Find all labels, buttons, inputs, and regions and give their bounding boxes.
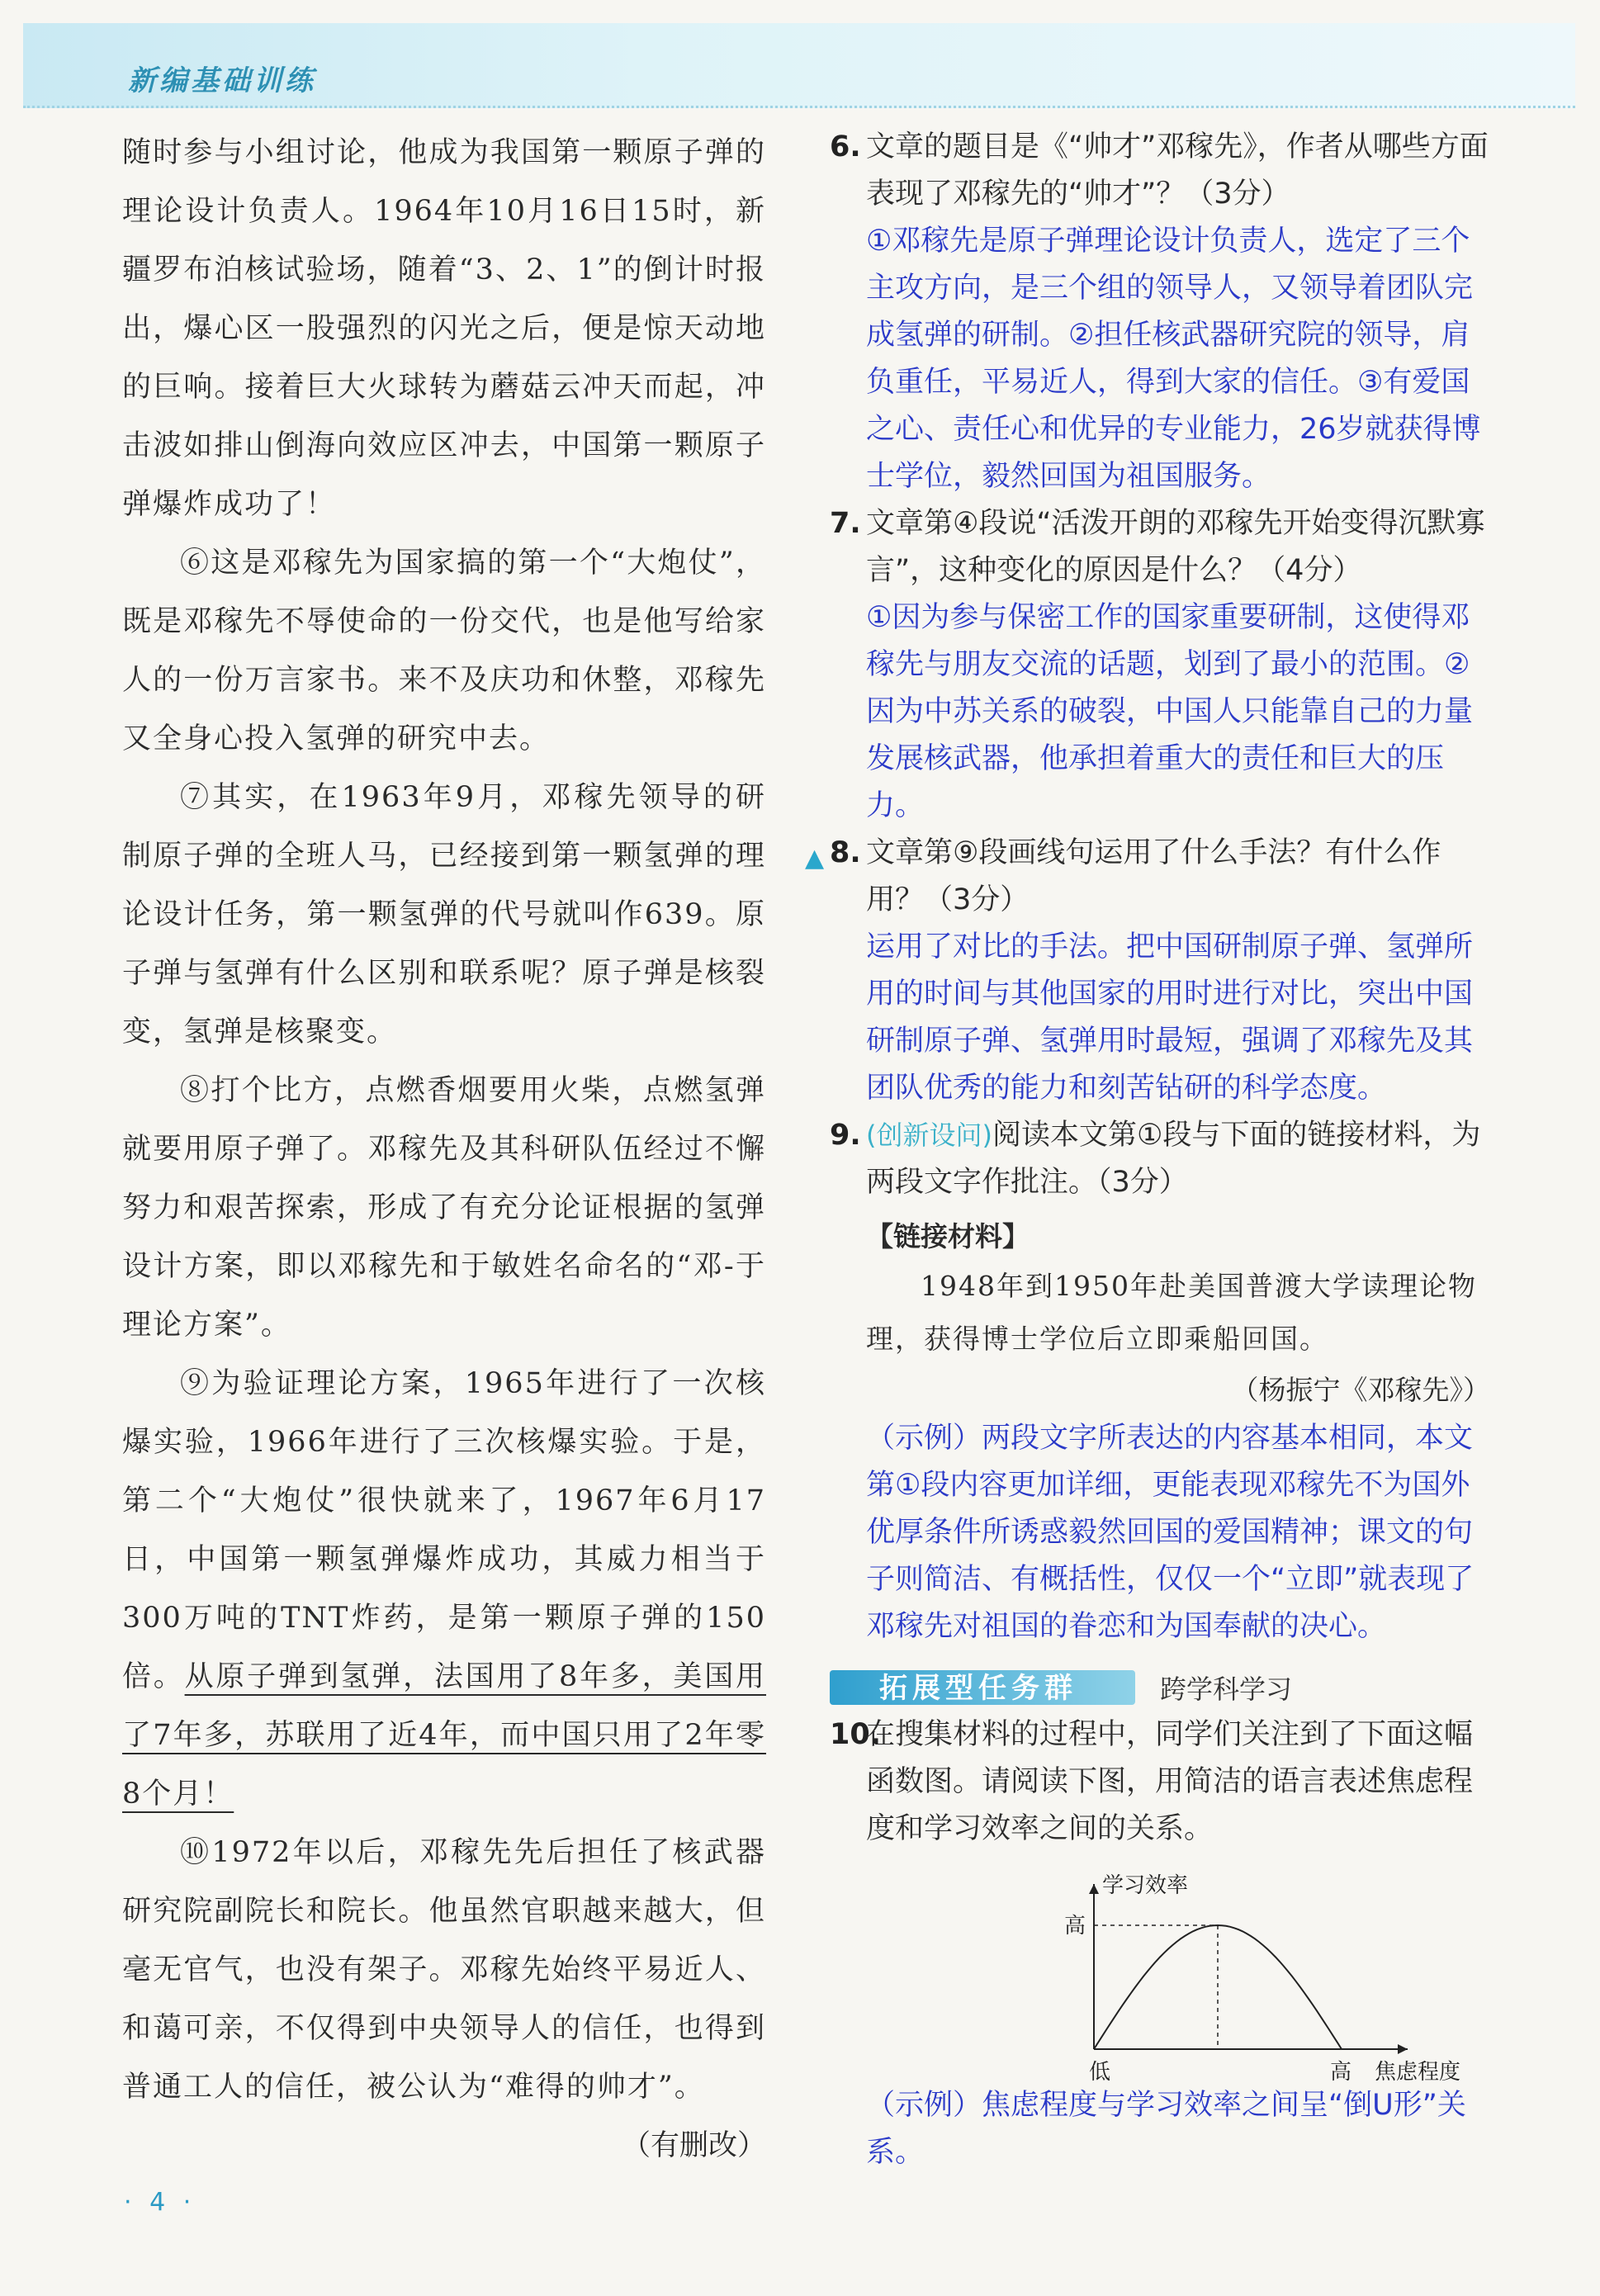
question-7 — [830, 500, 1490, 594]
x-tick-label-high: 高 — [1330, 2060, 1352, 2082]
section-header — [830, 1659, 1490, 1711]
answer-6: ①邓稼先是原子弹理论设计负责人，选定了三个主攻方向，是三个组的领导人，又领导着团队完成氢弹的研制。②担任核武器研究院的领导，肩负重任，平易近人，得到大家的信任。③有爱国之心、责任心和优异的专业能力，26岁就获得博士学位，毅然回国为祖国服务。 — [866, 225, 1481, 493]
question-8-text: 文章第⑨段画线句运用了什么手法？有什么作用？（3分） — [866, 836, 1441, 916]
answer-8: 运用了对比的手法。把中国研制原子弹、氢弹所用的时间与其他国家的用时进行对比，突出中国研制原子弹、氢弹用时最短，强调了邓稼先及其团队优秀的能力和刻苦钻研的科学态度。 — [866, 930, 1474, 1105]
questions-column — [805, 124, 1490, 2176]
paragraph-10: ⑩1972年以后，邓稼先先后担任了核武器研究院副院长和院长。他虽然官职越来越大，但毫无官气，也没有架子。邓稼先始终平易近人、和蔼可亲，不仅得到中央领导人的信任，也得到普通工人的信任，被公认为“难得的帅才”。 — [122, 1836, 766, 2104]
paragraph-7: ⑦其实，在1963年9月，邓稼先领导的研制原子弹的全班人马，已经接到第一颗氢弹的理论设计任务，第一颗氢弹的代号就叫作639。原子弹与氢弹有什么区别和联系呢？原子弹是核裂变，氢弹是核聚变。 — [122, 781, 766, 1049]
answer-9: （示例）两段文字所表达的内容基本相同，本文第①段内容更加详细，更能表现邓稼先不为国外优厚条件所诱惑毅然回国的爱国精神；课文的句子则简洁、有概括性，仅仅一个“立即”就表现了邓稼先对祖国的眷恋和为国奉献的决心。 — [866, 1422, 1475, 1643]
underlined-sentence: 从原子弹到氢弹，法国用了8年多，美国用了7年多，苏联用了近4年，而中国只用了2年零8个月！ — [122, 1660, 766, 1811]
answer-10: （示例）焦虑程度与学习效率之间呈“倒U形”关系。 — [866, 2089, 1466, 2169]
question-7-number: 7. — [830, 507, 861, 540]
x-axis-label: 焦虑程度 — [1375, 2060, 1461, 2082]
paragraph-continued: 随时参与小组讨论，他成为我国第一颗原子弹的理论设计负责人。1964年10月16日15时，新疆罗布泊核试验场，随着“3、2、1”的倒计时报出，爆心区一股强烈的闪光之后，便是惊天动地的巨响。接着巨大火球转为蘑菇云冲天而起，冲击波如排山倒海向效应区冲去，中国第一颗原子弹爆炸成功了！ — [122, 136, 766, 521]
section-subtitle: 跨学科学习 — [1160, 1673, 1293, 1705]
link-material-source: （杨振宁《邓稼先》） — [1231, 1374, 1490, 1406]
y-axis-label: 学习效率 — [1102, 1873, 1189, 1898]
page-number: · 4 · — [124, 2188, 196, 2217]
question-6-number: 6. — [830, 130, 861, 163]
question-10-number: 10. — [830, 1718, 882, 1751]
chart-svg — [1061, 1868, 1523, 2082]
article-column — [122, 124, 766, 2175]
triangle-icon: ▲ — [805, 844, 825, 873]
paragraph-9 — [122, 1355, 766, 1824]
question-9 — [830, 1112, 1490, 1206]
question-9-tag: (创新设问) — [866, 1120, 992, 1151]
y-tick-label: 高 — [1064, 1914, 1086, 1939]
question-9-text: 阅读本文第①段与下面的链接材料，为两段文字作批注。（3分） — [866, 1119, 1481, 1199]
answer-7: ①因为参与保密工作的国家重要研制，这使得邓稼先与朋友交流的话题，划到了最小的范围。②因为中苏关系的破裂，中国人只能靠自己的力量发展核武器，他承担着重大的责任和巨大的压力。 — [866, 601, 1474, 822]
link-material-heading: 【链接材料】 — [866, 1220, 1030, 1252]
x-axis-arrow — [1398, 2044, 1408, 2054]
paragraph-9-text: ⑨为验证理论方案，1965年进行了一次核爆实验，1966年进行了三次核爆实验。于是，第二个“大炮仗”很快就来了，1967年6月17日，中国第一颗氢弹爆炸成功，其威力相当于300万吨的TNT炸药，是第一颗原子弹的150倍。 — [122, 1367, 766, 1693]
question-10 — [830, 1711, 1490, 1853]
question-10-text: 在搜集材料的过程中，同学们关注到了下面这幅函数图。请阅读下图，用简洁的语言表述焦虑程度和学习效率之间的关系。 — [866, 1718, 1474, 1845]
article-source-note: （有删改） — [621, 2129, 766, 2162]
paragraph-8: ⑧打个比方，点燃香烟要用火柴，点燃氢弹就要用原子弹了。邓稼先及其科研队伍经过不懈努力和艰苦探索，形成了有充分论证根据的氢弹设计方案，即以邓稼先和于敏姓名命名的“邓-于理论方案”。 — [122, 1074, 766, 1342]
question-6 — [830, 124, 1490, 218]
y-axis-arrow — [1089, 1884, 1099, 1894]
paragraph-6: ⑥这是邓稼先为国家搞的第一个“大炮仗”，既是邓稼先不辱使命的一份交代，也是他写给家人的一份万言家书。来不及庆功和休整，邓稼先又全身心投入氢弹的研究中去。 — [122, 547, 766, 755]
x-tick-label-low: 低 — [1089, 2060, 1111, 2082]
question-8 — [805, 830, 1490, 924]
question-8-number: 8. — [830, 836, 861, 869]
question-6-text: 文章的题目是《“帅才”邓稼先》，作者从哪些方面表现了邓稼先的“帅才”？（3分） — [866, 130, 1489, 211]
section-label: 拓展型任务群 — [879, 1672, 1077, 1705]
header-title: 新编基础训练 — [128, 64, 316, 97]
question-9-number: 9. — [830, 1119, 861, 1152]
question-7-text: 文章第④段说“活泼开朗的邓稼先开始变得沉默寡言”，这种变化的原因是什么？（4分） — [866, 507, 1485, 587]
link-material-text: 1948年到1950年赴美国普渡大学读理论物理，获得博士学位后立即乘船回国。 — [866, 1270, 1477, 1355]
function-chart — [1061, 1868, 1523, 2082]
